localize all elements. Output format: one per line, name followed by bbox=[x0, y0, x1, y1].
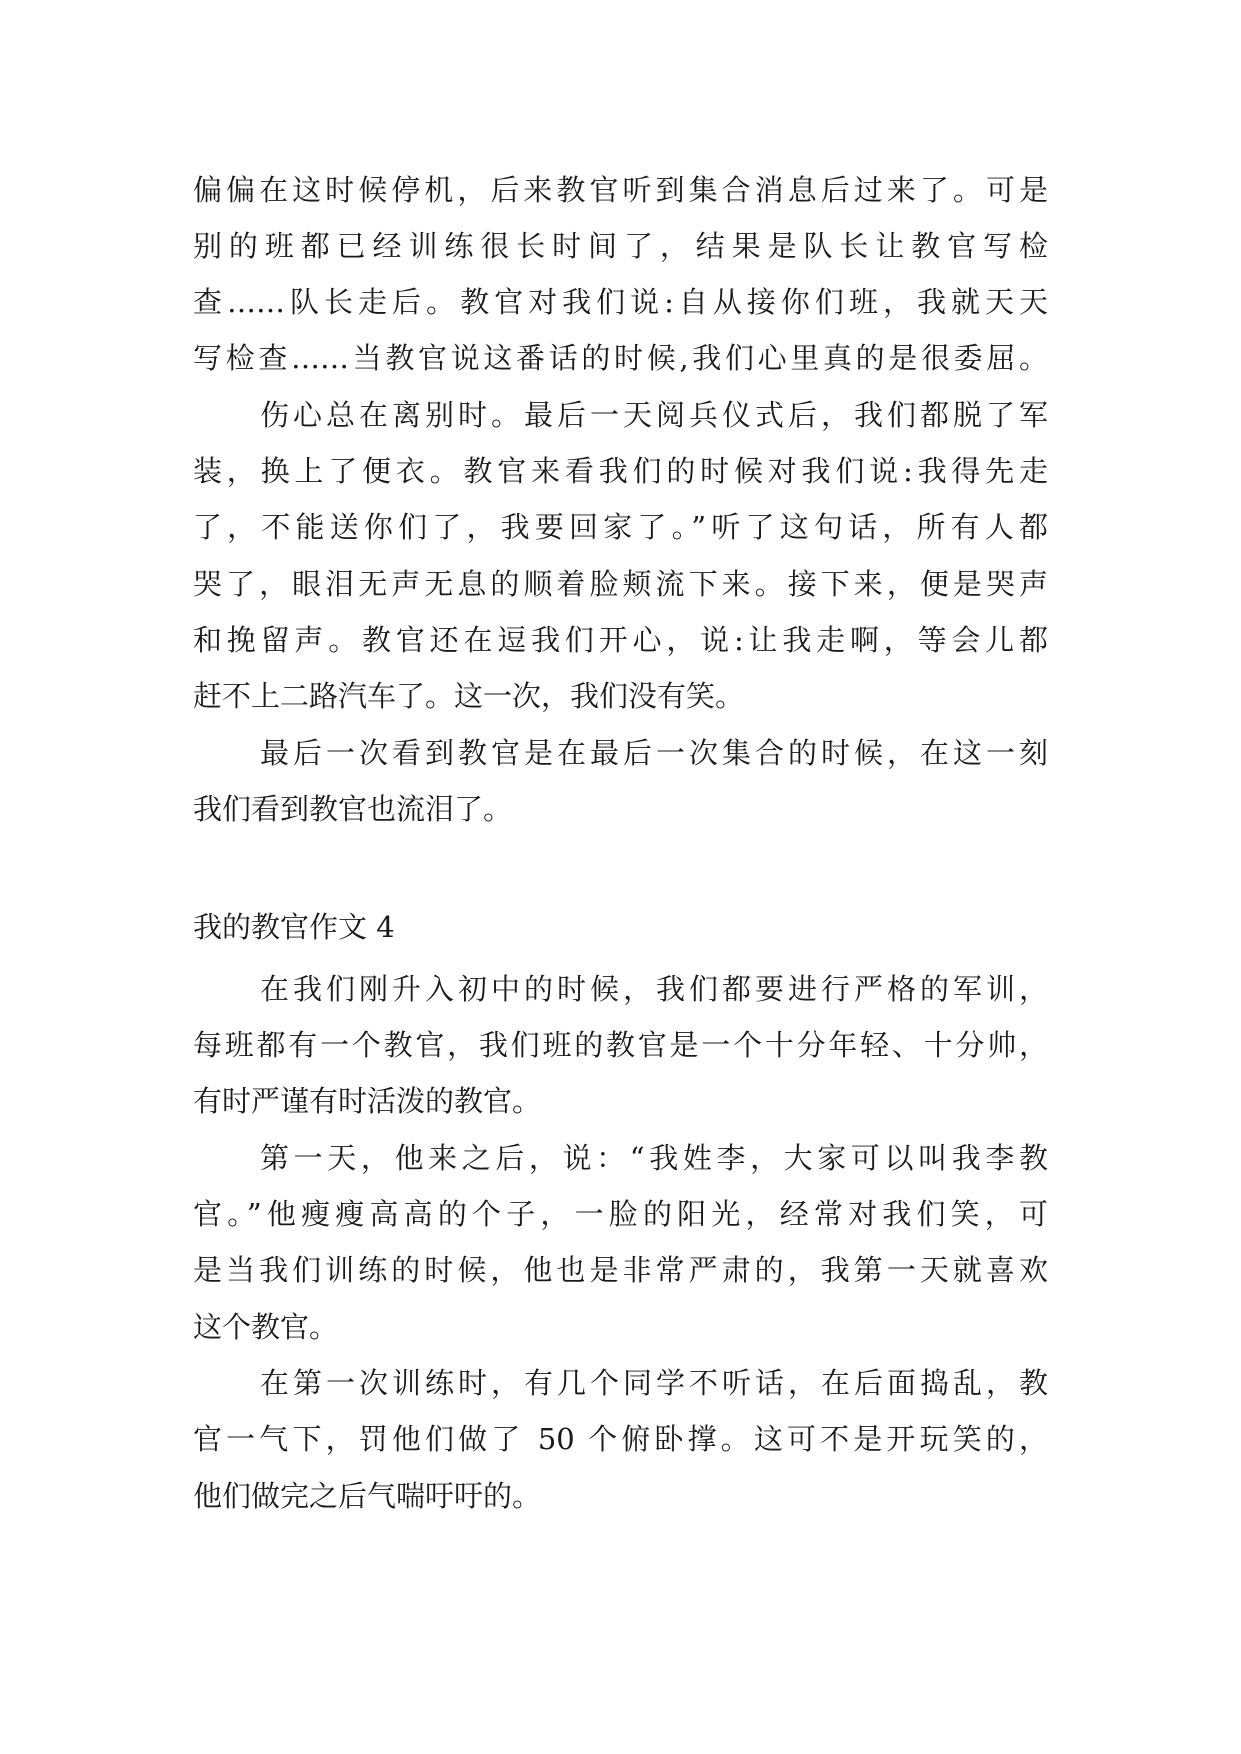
text-line: 在第一次训练时，有几个同学不听话，在后面捣乱，教 bbox=[260, 1366, 1048, 1400]
text-line: 写检查……当教官说这番话的时候,我们心里真的是很委屈。 bbox=[193, 341, 1048, 375]
text-line: 最后一次看到教官是在最后一次集合的时候，在这一刻 bbox=[260, 736, 1048, 770]
text-line: 赶不上二路汽车了。这一次，我们没有笑。 bbox=[193, 679, 745, 713]
text-line: 偏偏在这时候停机，后来教官听到集合消息后过来了。可是 bbox=[193, 173, 1048, 207]
section-heading: 我的教官作文 4 bbox=[193, 910, 395, 944]
text-line: 查……队长走后。教官对我们说:自从接你们班，我就天天 bbox=[193, 285, 1048, 319]
text-line: 这个教官。 bbox=[193, 1310, 339, 1344]
text-line: 别的班都已经训练很长时间了，结果是队长让教官写检 bbox=[193, 229, 1048, 263]
text-line: 和挽留声。教官还在逗我们开心，说:让我走啊，等会儿都 bbox=[193, 623, 1048, 657]
text-line: 是当我们训练的时候，他也是非常严肃的，我第一天就喜欢 bbox=[193, 1253, 1048, 1287]
text-line: 官。”他瘦瘦高高的个子，一脸的阳光，经常对我们笑，可 bbox=[193, 1197, 1048, 1231]
text-line: 伤心总在离别时。最后一天阅兵仪式后，我们都脱了军 bbox=[260, 398, 1048, 432]
text-line: 我们看到教官也流泪了。 bbox=[193, 792, 513, 826]
text-line: 装，换上了便衣。教官来看我们的时候对我们说:我得先走 bbox=[193, 454, 1048, 488]
text-line: 了，不能送你们了，我要回家了。”听了这句话，所有人都 bbox=[193, 510, 1048, 544]
text-line: 每班都有一个教官，我们班的教官是一个十分年轻、十分帅， bbox=[193, 1028, 1048, 1062]
text-line: 第一天，他来之后，说：“我姓李，大家可以叫我李教 bbox=[260, 1141, 1048, 1175]
text-line: 有时严谨有时活泼的教官。 bbox=[193, 1084, 542, 1118]
text-line: 官一气下，罚他们做了 50 个俯卧撑。这可不是开玩笑的， bbox=[193, 1422, 1048, 1456]
text-line: 在我们刚升入初中的时候，我们都要进行严格的军训， bbox=[260, 972, 1048, 1006]
text-line: 哭了，眼泪无声无息的顺着脸颊流下来。接下来，便是哭声 bbox=[193, 567, 1048, 601]
text-line: 他们做完之后气喘吁吁的。 bbox=[193, 1479, 542, 1513]
